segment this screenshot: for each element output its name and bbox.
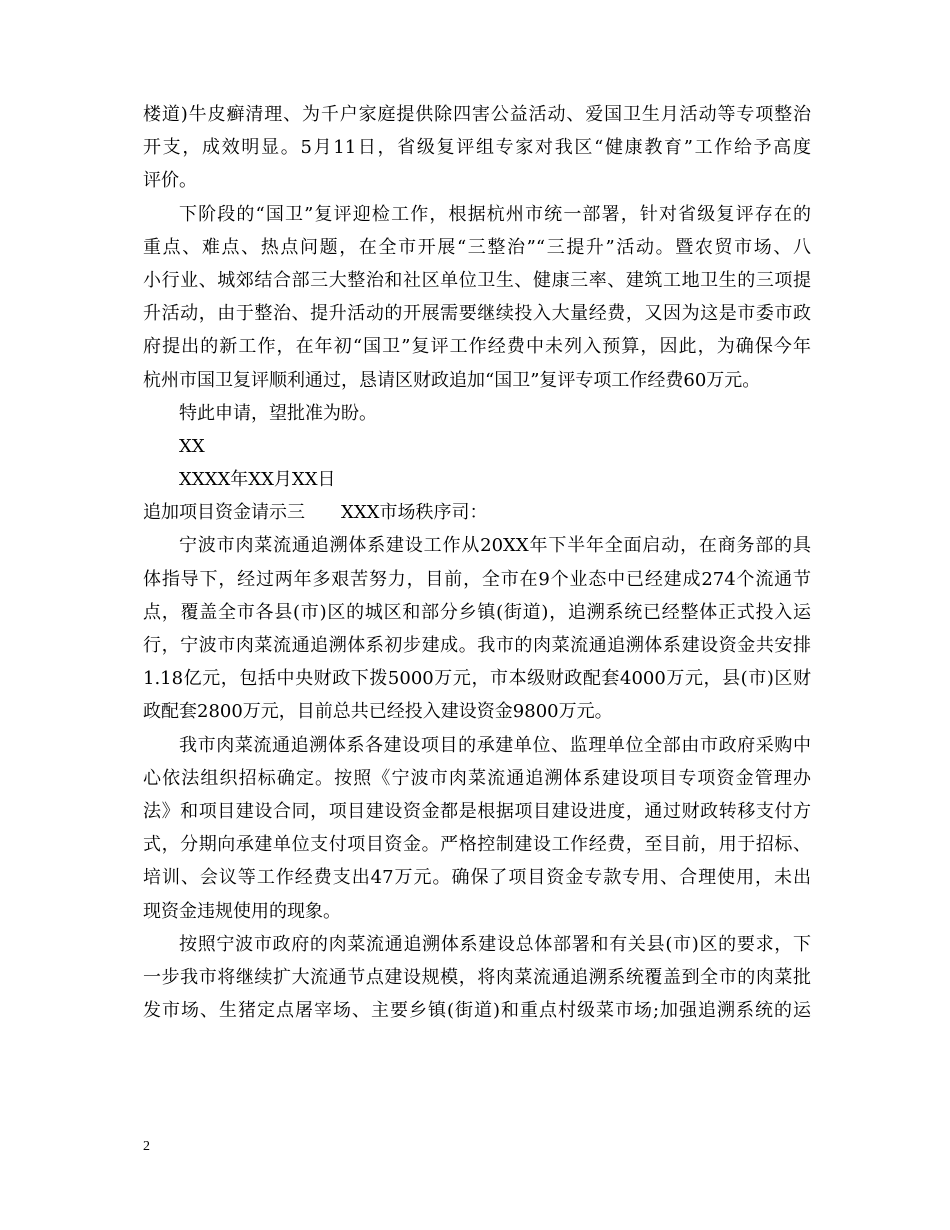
- date-line: XXXX年XX月XX日: [179, 469, 336, 491]
- text-line: 楼道)牛皮癣清理、为千户家庭提供除四害公益活动、爱国卫生月活动等专项整治: [143, 104, 811, 125]
- text-line: 培训、会议等工作经费支出47万元。确保了项目资金专款专用、合理使用，未出: [143, 867, 811, 889]
- body-text: [143, 98, 811, 1027]
- text-line: 心依法组织招标确定。按照《宁波市肉菜流通追溯体系建设项目专项资金管理办: [143, 767, 811, 789]
- text-line: 评价。: [143, 170, 197, 192]
- text-line: 小行业、城郊结合部三大整治和社区单位卫生、健康三率、建筑工地卫生的三项提: [143, 269, 811, 291]
- text-line: 式，分期向承建单位支付项目资金。严格控制建设工作经费，至目前，用于招标、: [143, 834, 811, 856]
- text-line: 1.18亿元，包括中央财政下拨5000万元，市本级财政配套4000万元，县(市)区财: [143, 668, 811, 690]
- text-line: 杭州市国卫复评顺利通过，恳请区财政追加“国卫”复评专项工作经费60万元。: [143, 369, 761, 391]
- text-line: 发市场、生猪定点屠宰场、主要乡镇(街道)和重点村级菜市场;加强追溯系统的运: [143, 1000, 811, 1022]
- text-line: 重点、难点、热点问题，在全市开展“三整治”“三提升”活动。暨农贸市场、八: [143, 236, 811, 258]
- text-line: 府提出的新工作，在年初“国卫”复评工作经费中未列入预算，因此，为确保今年: [143, 336, 811, 358]
- paragraph-start-line: 下阶段的“国卫”复评迎检工作，根据杭州市统一部署，针对省级复评存在的: [179, 203, 811, 225]
- text-line: 政配套2800万元，目前总共已经投入建设资金9800万元。: [143, 701, 613, 723]
- text-line: 开支，成效明显。5月11日，省级复评组专家对我区“健康教育”工作给予高度: [143, 137, 811, 159]
- closing-request: 特此申请，望批准为盼。: [179, 402, 377, 424]
- paragraph-start-line: 宁波市肉菜流通追溯体系建设工作从20XX年下半年全面启动，在商务部的具: [179, 535, 811, 557]
- text-line: 升活动，由于整治、提升活动的开展需要继续投入大量经费，又因为这是市委市政: [143, 303, 811, 325]
- signature: XX: [179, 435, 205, 457]
- text-line: 体指导下，经过两年多艰苦努力，目前，全市在9个业态中已经建成274个流通节: [143, 568, 811, 590]
- section-heading: 追加项目资金请示三 XXX市场秩序司：: [143, 502, 488, 524]
- text-line: 行，宁波市肉菜流通追溯体系初步建成。我市的肉菜流通追溯体系建设资金共安排: [143, 635, 811, 656]
- page-number: 2: [143, 1139, 150, 1154]
- text-line: 点，覆盖全市各县(市)区的城区和部分乡镇(街道)，追溯系统已经整体正式投入运: [143, 601, 811, 623]
- text-line: 一步我市将继续扩大流通节点建设规模，将肉菜流通追溯系统覆盖到全市的肉菜批: [143, 966, 811, 988]
- text-line: 现资金违规使用的现象。: [143, 900, 341, 922]
- text-line: 法》和项目建设合同，项目建设资金都是根据项目建设进度，通过财政转移支付方: [143, 800, 811, 822]
- paragraph-start-line: 我市肉菜流通追溯体系各建设项目的承建单位、监理单位全部由市政府采购中: [179, 734, 811, 756]
- paragraph-start-line: 按照宁波市政府的肉菜流通追溯体系建设总体部署和有关县(市)区的要求，下: [179, 933, 811, 955]
